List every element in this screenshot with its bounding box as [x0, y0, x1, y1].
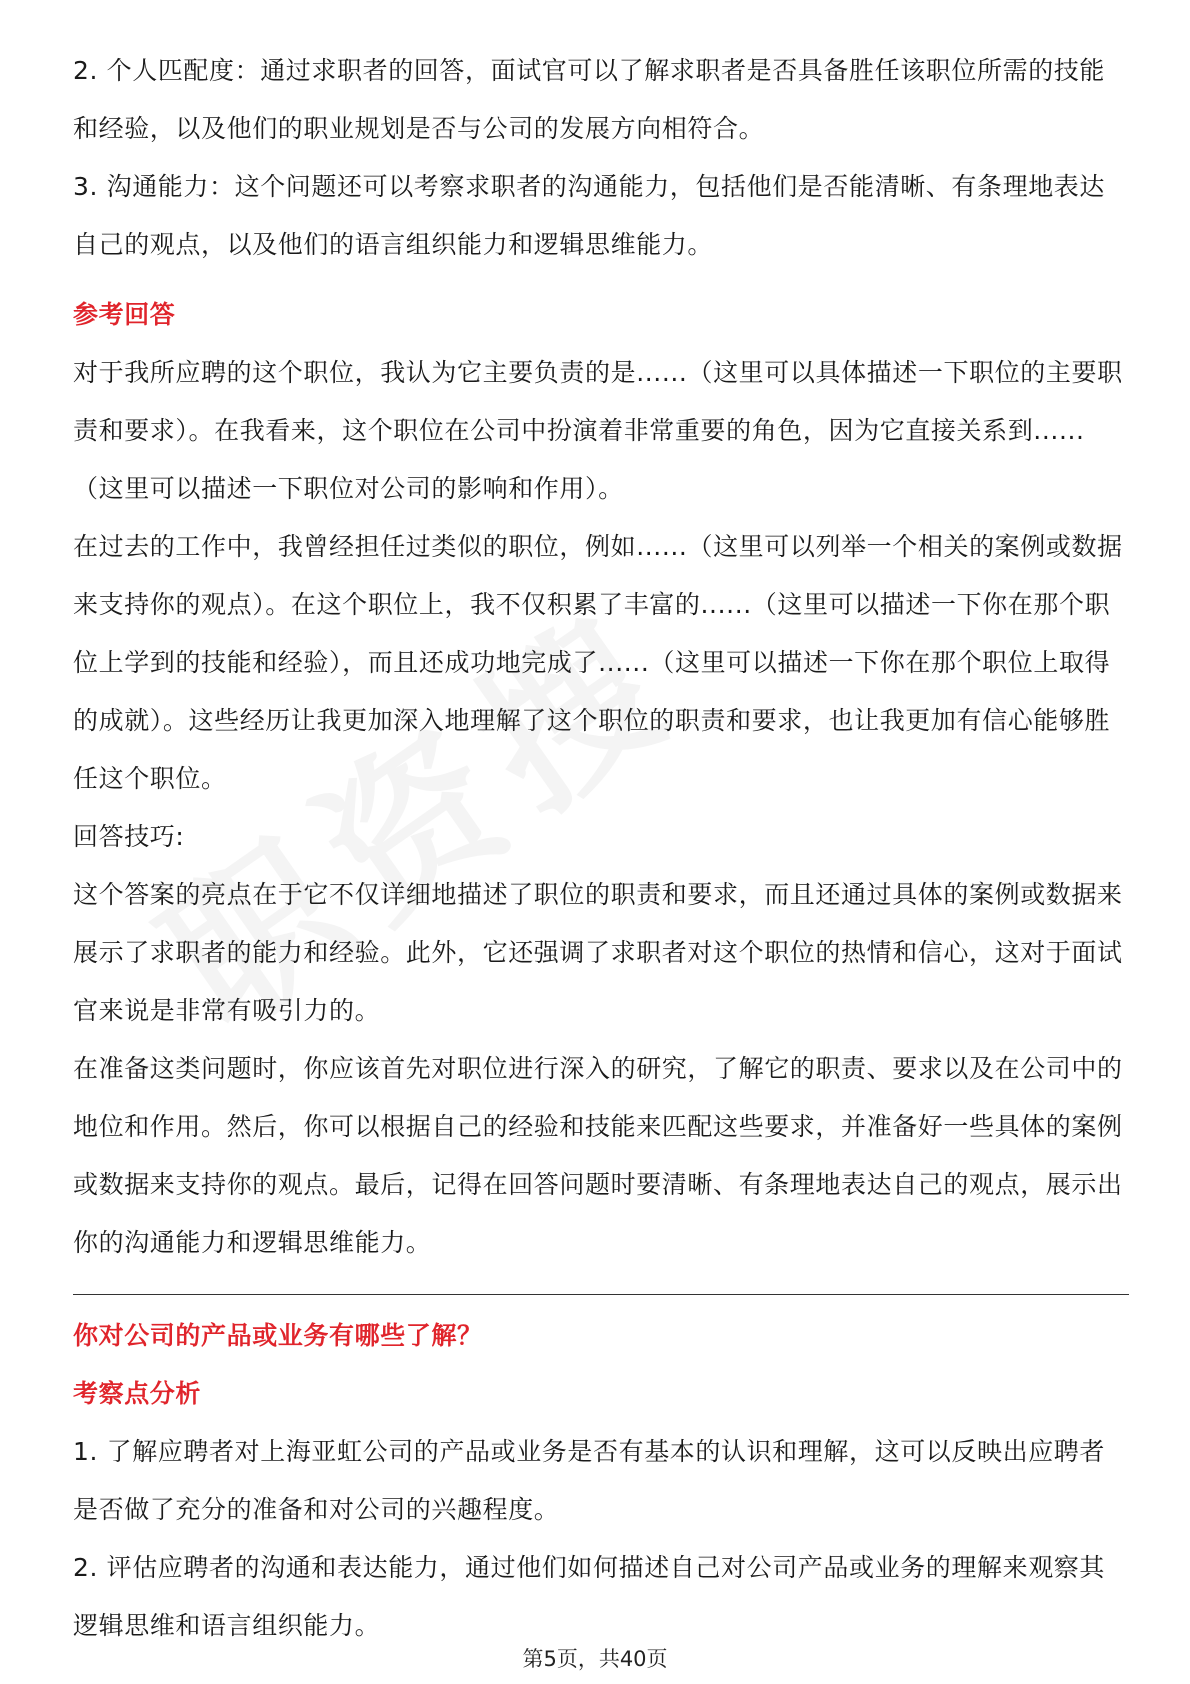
heading-analysis: 考察点分析 — [73, 1379, 202, 1408]
paragraph-communication: 3. 沟通能力：这个问题还可以考察求职者的沟通能力，包括他们是否能清晰、有条理地表达自己的观点，以及他们的语言组织能力和逻辑思维能力。 — [73, 172, 1106, 259]
paragraph-tips-highlight: 这个答案的亮点在于它不仅详细地描述了职位的职责和要求，而且还通过具体的案例或数据来展示了求职者的能力和经验。此外，它还强调了求职者对这个职位的热情和信心，这对于面试官来说是非常有吸引力的。 — [73, 880, 1123, 1025]
paragraph-personal-fit: 2. 个人匹配度：通过求职者的回答，面试官可以了解求职者是否具备胜任该职位所需的技能和经验，以及他们的职业规划是否与公司的发展方向相符合。 — [73, 56, 1106, 143]
paragraph-tips-label: 回答技巧: — [73, 822, 185, 851]
paragraph-answer-intro: 对于我所应聘的这个职位，我认为它主要负责的是......（这里可以具体描述一下职位的主要职责和要求）。在我看来，这个职位在公司中扮演着非常重要的角色，因为它直接关系到......（这里可以描述一下职位对公司的影响和作用）。 — [73, 358, 1123, 503]
heading-reference-answer: 参考回答 — [73, 300, 176, 329]
page-number: 第5页，共40页 — [522, 1647, 668, 1671]
section-divider — [73, 1294, 1129, 1295]
paragraph-answer-experience: 在过去的工作中，我曾经担任过类似的职位，例如......（这里可以列举一个相关的案例或数据来支持你的观点）。在这个职位上，我不仅积累了丰富的......（这里可以描述一下你在那个职位上学到的技能和经验），而且还成功地完成了......（这里可以描述一下你在那个职位上取得的成就）。这些经历让我更加深入地理解了这个职位的职责和要求，也让我更加有信心能够胜任这个职位。 — [73, 532, 1123, 793]
paragraph-analysis-2: 2. 评估应聘者的沟通和表达能力，通过他们如何描述自己对公司产品或业务的理解来观察其逻辑思维和语言组织能力。 — [73, 1553, 1106, 1640]
paragraph-tips-preparation: 在准备这类问题时，你应该首先对职位进行深入的研究，了解它的职责、要求以及在公司中的地位和作用。然后，你可以根据自己的经验和技能来匹配这些要求，并准备好一些具体的案例或数据来支持你的观点。最后，记得在回答问题时要清晰、有条理地表达自己的观点，展示出你的沟通能力和逻辑思维能力。 — [73, 1054, 1123, 1257]
paragraph-analysis-1: 1. 了解应聘者对上海亚虹公司的产品或业务是否有基本的认识和理解，这可以反映出应聘者是否做了充分的准备和对公司的兴趣程度。 — [73, 1437, 1106, 1524]
question-title: 你对公司的产品或业务有哪些了解？ — [73, 1321, 483, 1350]
document-body — [73, 42, 1129, 1655]
